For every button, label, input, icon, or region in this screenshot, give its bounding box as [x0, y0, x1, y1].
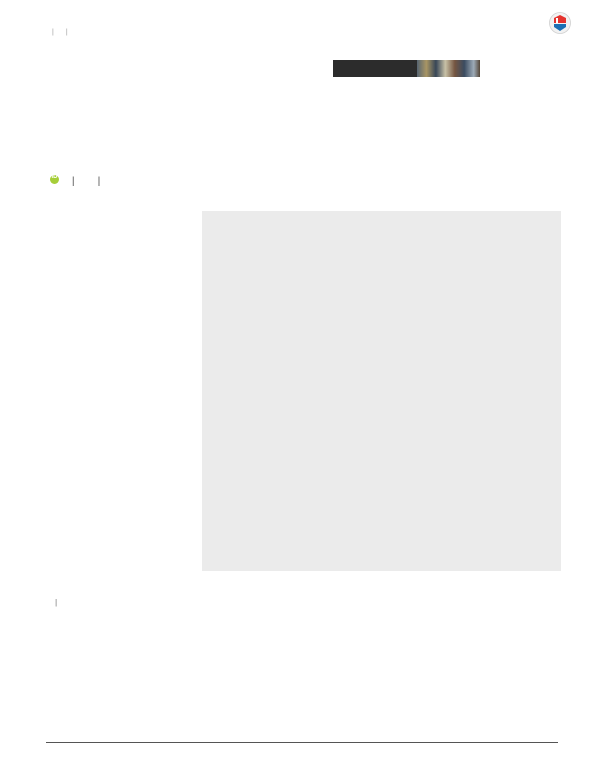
separator: | [65, 29, 68, 36]
journal-banner[interactable] [333, 60, 480, 77]
abstract-box [202, 211, 561, 571]
separator: | [52, 29, 54, 36]
separator: | [71, 174, 75, 187]
footer-rule [46, 742, 558, 743]
author-list [46, 174, 110, 187]
section-heading [46, 597, 68, 607]
crossmark-badge[interactable] [541, 12, 579, 37]
dates-line [46, 29, 74, 36]
affiliations [46, 210, 198, 219]
separator: | [97, 174, 101, 187]
orcid-icon[interactable]: iD [50, 175, 59, 184]
crossmark-icon [549, 12, 571, 36]
separator: | [55, 597, 59, 607]
journal-banner-image [417, 60, 480, 77]
